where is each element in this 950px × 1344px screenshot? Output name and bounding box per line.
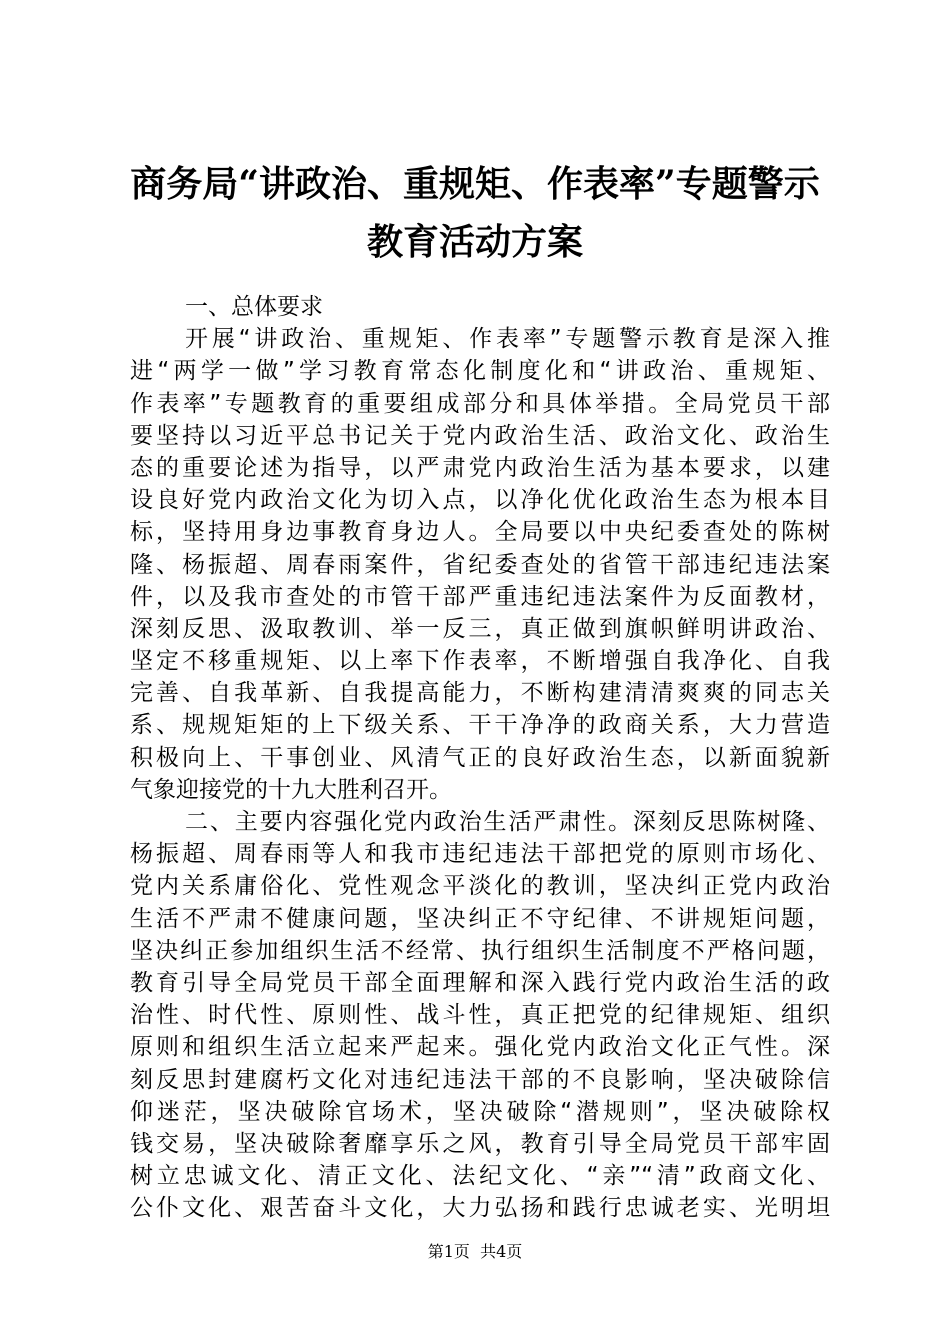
document-title-line-1: 商务局“讲政治、重规矩、作表率”专题警示 [130, 163, 820, 205]
document-title-line-2: 教育活动方案 [366, 221, 583, 263]
body-line: 进“两学一做”学习教育常态化制度化和“讲政治、重规矩、 [130, 358, 830, 385]
body-line: 件，以及我市查处的市管干部严重违纪违法案件为反面教材， [130, 583, 830, 610]
body-line: 杨振超、周春雨等人和我市违纪违法干部把党的原则市场化、 [130, 841, 830, 868]
body-line: 积极向上、干事创业、风清气正的良好政治生态，以新面貌新 [130, 744, 830, 771]
body-line: 开展“讲政治、重规矩、作表率”专题警示教育是深入推 [185, 326, 830, 353]
body-line: 树立忠诚文化、清正文化、法纪文化、“亲”“清”政商文化、 [130, 1163, 830, 1190]
body-line: 刻反思封建腐朽文化对违纪违法干部的不良影响，坚决破除信 [130, 1066, 830, 1093]
body-line: 坚定不移重规矩、以上率下作表率，不断增强自我净化、自我 [130, 648, 830, 675]
body-line: 仰迷茫，坚决破除官场术，坚决破除“潜规则”，坚决破除权 [130, 1098, 830, 1125]
body-line: 隆、杨振超、周春雨案件，省纪委查处的省管干部违纪违法案 [130, 551, 830, 578]
body-line: 生活不严肃不健康问题，坚决纠正不守纪律、不讲规矩问题， [130, 905, 830, 932]
page-footer: 第1页 共4页 [427, 1242, 523, 1261]
body-line: 一、总体要求 [185, 294, 323, 320]
body-line: 系、规规矩矩的上下级关系、干干净净的政商关系，大力营造 [130, 712, 830, 739]
body-line: 气象迎接党的十九大胜利召开。 [130, 776, 452, 803]
body-line: 态的重要论述为指导，以严肃党内政治生活为基本要求，以建 [130, 454, 830, 481]
body-line: 治性、时代性、原则性、战斗性，真正把党的纪律规矩、组织 [130, 1002, 830, 1029]
body-line: 公仆文化、艰苦奋斗文化，大力弘扬和践行忠诚老实、光明坦 [130, 1195, 830, 1222]
body-line: 原则和组织生活立起来严起来。强化党内政治文化正气性。深 [130, 1034, 830, 1061]
body-line: 二、主要内容强化党内政治生活严肃性。深刻反思陈树隆、 [185, 809, 830, 835]
body-line: 党内关系庸俗化、党性观念平淡化的教训，坚决纠正党内政治 [130, 873, 830, 900]
body-line: 完善、自我革新、自我提高能力，不断构建清清爽爽的同志关 [130, 680, 830, 707]
body-line: 要坚持以习近平总书记关于党内政治生活、政治文化、政治生 [130, 422, 830, 449]
document-body [130, 291, 830, 1224]
body-line: 作表率”专题教育的重要组成部分和具体举措。全局党员干部 [130, 390, 830, 417]
body-line: 钱交易，坚决破除奢靡享乐之风，教育引导全局党员干部牢固 [130, 1130, 830, 1157]
body-line: 深刻反思、汲取教训、举一反三，真正做到旗帜鲜明讲政治、 [130, 615, 830, 642]
body-line: 标，坚持用身边事教育身边人。全局要以中央纪委查处的陈树 [130, 519, 830, 546]
body-line: 教育引导全局党员干部全面理解和深入践行党内政治生活的政 [130, 969, 830, 996]
body-line: 坚决纠正参加组织生活不经常、执行组织生活制度不严格问题， [130, 937, 830, 964]
body-line: 设良好党内政治文化为切入点，以净化优化政治生态为根本目 [130, 487, 830, 514]
